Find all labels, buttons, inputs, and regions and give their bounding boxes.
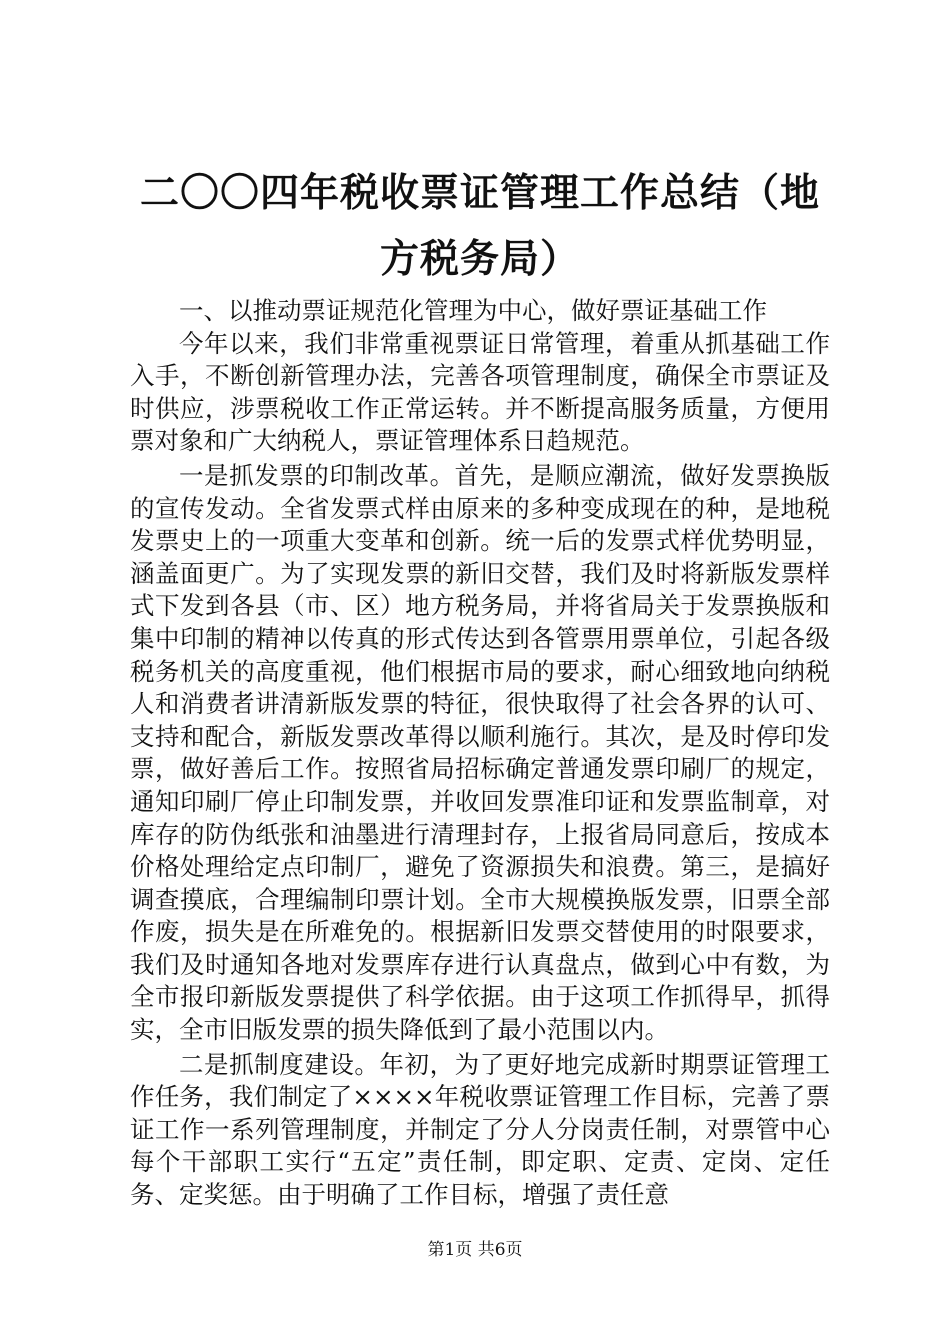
page-number-footer: 第1页 共6页 [427, 1240, 523, 1260]
body-paragraph: 今年以来，我们非常重视票证日常管理，着重从抓基础工作入手，不断创新管理办法，完善各项管理制度，确保全市票证及时供应，涉票税收工作正常运转。并不断提高服务质量，方便用票对象和广大纳税人，票证管理体系日趋规范。 [130, 328, 830, 456]
document-title: 二〇〇四年税收票证管理工作总结（地方税务局） [139, 170, 820, 282]
body-paragraph: 二是抓制度建设。年初，为了更好地完成新时期票证管理工作任务，我们制定了××××年税收票证管理工作目标，完善了票证工作一系列管理制度，并制定了分人分岗责任制，对票管中心每个干部职工实行“五定”责任制，即定职、定责、定岗、定任务、定奖惩。由于明确了工作目标，增强了责任意 [130, 1049, 830, 1210]
section-heading: 一、以推动票证规范化管理为中心，做好票证基础工作 [179, 296, 767, 325]
document-body [130, 295, 830, 1212]
body-paragraph: 一是抓发票的印制改革。首先，是顺应潮流，做好发票换版的宣传发动。全省发票式样由原来的多种变成现在的种，是地税发票史上的一项重大变革和创新。统一后的发票式样优势明显，涵盖面更广。为了实现发票的新旧交替，我们及时将新版发票样式下发到各县（市、区）地方税务局，并将省局关于发票换版和集中印制的精神以传真的形式传达到各管票用票单位，引起各级税务机关的高度重视，他们根据市局的要求，耐心细致地向纳税人和消费者讲清新版发票的特征，很快取得了社会各界的认可、支持和配合，新版发票改革得以顺利施行。其次，是及时停印发票，做好善后工作。按照省局招标确定普通发票印刷厂的规定，通知印刷厂停止印制发票，并收回发票准印证和发票监制章，对库存的防伪纸张和油墨进行清理封存，上报省局同意后，按成本价格处理给定点印制厂，避免了资源损失和浪费。第三，是搞好调查摸底，合理编制印票计划。全市大规模换版发票，旧票全部作废，损失是在所难免的。根据新旧发票交替使用的时限要求，我们及时通知各地对发票库存进行认真盘点，做到心中有数，为全市报印新版发票提供了科学依据。由于这项工作抓得早，抓得实，全市旧版发票的损失降低到了最小范围以内。 [130, 460, 830, 1045]
